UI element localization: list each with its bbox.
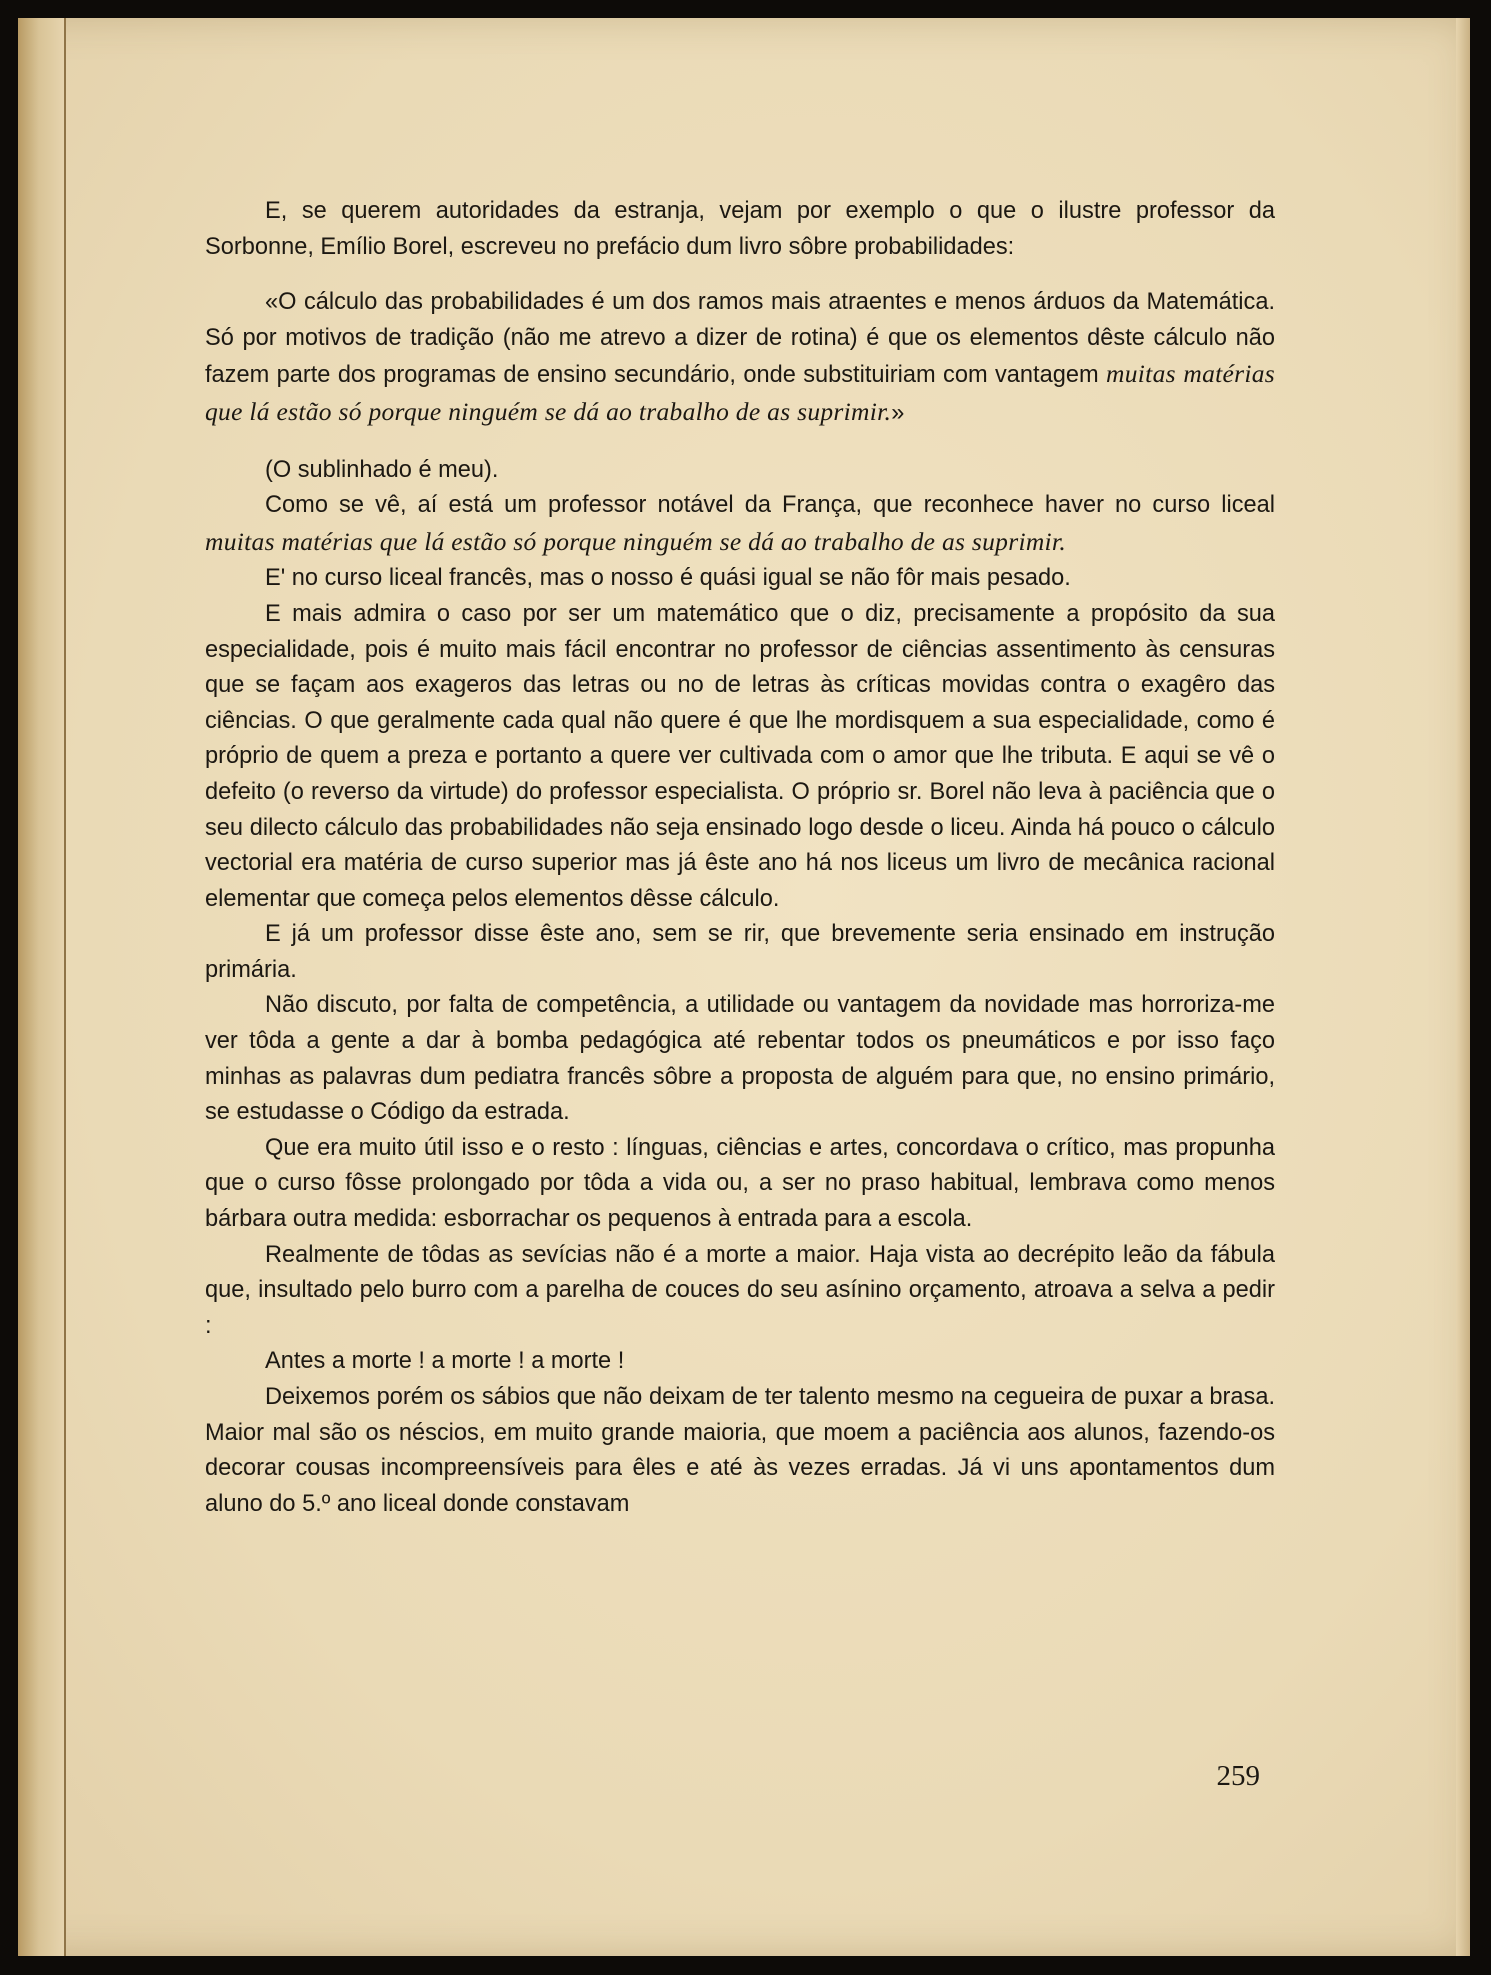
- paragraph-borel-quote: «O cálculo das probabilidades é um dos ramos mais atraentes e menos árduos da Matemática. Só por motivos de tradição (não me atrevo a dizer de rotina) é que os elementos dêste cálculo não fazem parte dos programas de ensino secundário, onde substituiriam com vantagem muitas matérias que lá estão só porque ninguém se dá ao trabalho de as suprimir.»: [205, 289, 1276, 426]
- page-number: 259: [1216, 1760, 1260, 1792]
- italic-emphasis: muitas matérias que lá estão só porque ninguém se dá ao trabalho de as suprimir.: [205, 526, 1067, 556]
- paragraph-instrucao-primaria: E já um professor disse êste ano, sem se rir, que brevemente seria ensinado em instrução primária.: [205, 921, 1275, 983]
- body-text: [205, 194, 1275, 1522]
- paragraph-deixemos: Deixemos porém os sábios que não deixam de ter talento mesmo na cegueira de puxar a brasa. Maior mal são os néscios, em muito grande maioria, que moem a paciência aos alunos, fazendo-os decorar cousas incompreensíveis para êles e até às vezes erradas. Já vi uns apontamentos dum aluno do 5.º ano liceal donde constavam: [205, 1384, 1275, 1517]
- paragraph-curso-frances: E' no curso liceal francês, mas o nosso é quási igual se não fôr mais pesado.: [265, 565, 1071, 592]
- paragraph-nao-discuto: Não discuto, por falta de competência, a utilidade ou vantagem da novidade mas horroriza-me ver tôda a gente a dar à bomba pedagógica até rebentar todos os pneumáticos e por isso faço minhas as palavras dum pediatra francês sôbre a proposta de alguém para que, no ensino primário, se estudasse o Código da estrada.: [205, 992, 1275, 1126]
- quote-italic-emphasis: muitas matérias que lá estão só porque ninguém se dá ao trabalho de as suprimir.: [205, 359, 1276, 426]
- paragraph-realmente: Realmente de tôdas as sevícias não é a morte a maior. Haja vista ao decrépito leão da fábula que, insultado pelo burro com a parelha de couces do seu asínino orçamento, atroava a selva a pedir :: [205, 1241, 1275, 1339]
- paragraph-note: (O sublinhado é meu).: [265, 456, 499, 483]
- paragraph-como-se-ve: Como se vê, aí está um professor notável da França, que reconhece haver no curso liceal muitas matérias que lá estão só porque ninguém se dá ao trabalho de as suprimir.: [205, 492, 1275, 556]
- paragraph-borel-intro: E, se querem autoridades da estranja, vejam por exemplo o que o ilustre professor da Sorbonne, Emílio Borel, escreveu no prefácio dum livro sôbre probabilidades:: [205, 198, 1275, 260]
- paragraph-que-era: Que era muito útil isso e o resto : línguas, ciências e artes, concordava o crítico, mas propunha que o curso fôsse prolongado por tôda a vida ou, a ser no praso habitual, lembrava como menos bárbara outra medida: esborrachar os pequenos à entrada para a escola.: [205, 1134, 1275, 1233]
- paragraph-antes-a-morte: Antes a morte ! a morte ! a morte !: [265, 1348, 625, 1375]
- book-gutter: [18, 18, 66, 1956]
- book-page: [18, 18, 1470, 1956]
- page-edge: [1456, 18, 1470, 1956]
- paragraph-matematico: E mais admira o caso por ser um matemático que o diz, precisamente a propósito da sua especialidade, pois é muito mais fácil encontrar no professor de ciências assentimento às censuras que se façam aos exageros das letras ou no de letras às críticas movidas contra o exagêro das ciências. O que geralmente cada qual não quere é que lhe mordisquem a sua especialidade, como é próprio de quem a preza e portanto a quere ver cultivada com o amor que lhe tributa. E aqui se vê o defeito (o reverso da virtude) do professor especialista. O próprio sr. Borel não leva à paciência que o seu dilecto cálculo das probabilidades não seja ensinado logo desde o liceu. Ainda há pouco o cálculo vectorial era matéria de curso superior mas já êste ano há nos liceus um livro de mecânica racional elementar que começa pelos elementos dêsse cálculo.: [205, 600, 1275, 912]
